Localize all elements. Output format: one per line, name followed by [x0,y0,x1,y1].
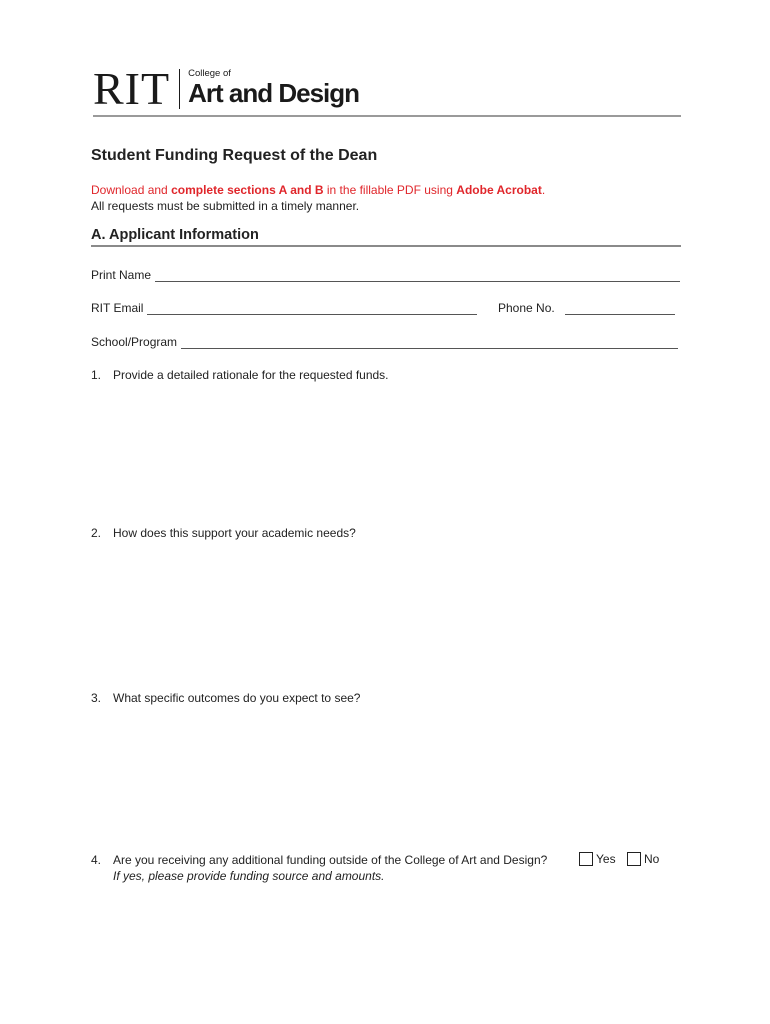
section-a-heading: A. Applicant Information [91,227,259,243]
phone-label: Phone No. [498,301,555,315]
rit-email-row [91,301,477,315]
instruction-emphasis: complete sections A and B [171,183,324,197]
question-text: How does this support your academic needs? [113,526,356,540]
rit-logo [93,63,360,114]
instructions-line-2: All requests must be submitted in a timely manner. [91,199,360,213]
yes-option [579,852,616,866]
document-title: Student Funding Request of the Dean [91,147,378,164]
phone-field[interactable] [565,303,675,315]
print-name-field[interactable] [155,270,680,282]
instructions-line-1 [91,182,545,198]
question-number: 2. [91,526,102,540]
no-label: No [644,852,660,866]
instructions [91,182,545,214]
logo-rit-wordmark: RIT [93,63,171,114]
question-4 [91,853,547,883]
question-2 [91,526,356,540]
school-program-row [91,335,678,349]
section-a-divider [91,245,681,247]
question-4-body [113,853,547,883]
logo-college-of: College of [188,68,231,79]
question-1 [91,368,389,382]
answer-area-2[interactable] [113,546,681,676]
no-checkbox[interactable] [627,852,641,866]
logo-divider [179,69,180,109]
instruction-text: . [541,183,546,197]
question-3 [91,691,360,705]
print-name-label: Print Name [91,268,152,282]
answer-area-3[interactable] [113,711,681,841]
print-name-row [91,268,680,282]
answer-area-4[interactable] [113,890,681,1000]
question-text: Are you receiving any additional funding outside of the College of Art and Design? [113,853,548,867]
yes-checkbox[interactable] [579,852,593,866]
question-number: 3. [91,691,102,705]
school-program-label: School/Program [91,335,178,349]
question-subtext: If yes, please provide funding source and amounts. [113,869,385,883]
instruction-emphasis: Adobe Acrobat [456,183,542,197]
school-program-field[interactable] [181,337,678,349]
logo-college-name [188,66,359,107]
logo-art-and-design: Art and Design [188,78,360,108]
phone-row [498,301,675,315]
question-number: 4. [91,853,102,867]
question-text: What specific outcomes do you expect to see? [113,691,361,705]
yes-label: Yes [596,852,616,866]
rit-email-field[interactable] [147,303,477,315]
no-option [627,852,659,866]
question-text: Provide a detailed rationale for the requested funds. [113,368,389,382]
header-divider [93,115,681,117]
instruction-text: in the fillable PDF using [323,183,457,197]
question-number: 1. [91,368,102,382]
answer-area-1[interactable] [113,388,681,508]
rit-email-label: RIT Email [91,301,144,315]
instruction-text: Download and [91,183,172,197]
